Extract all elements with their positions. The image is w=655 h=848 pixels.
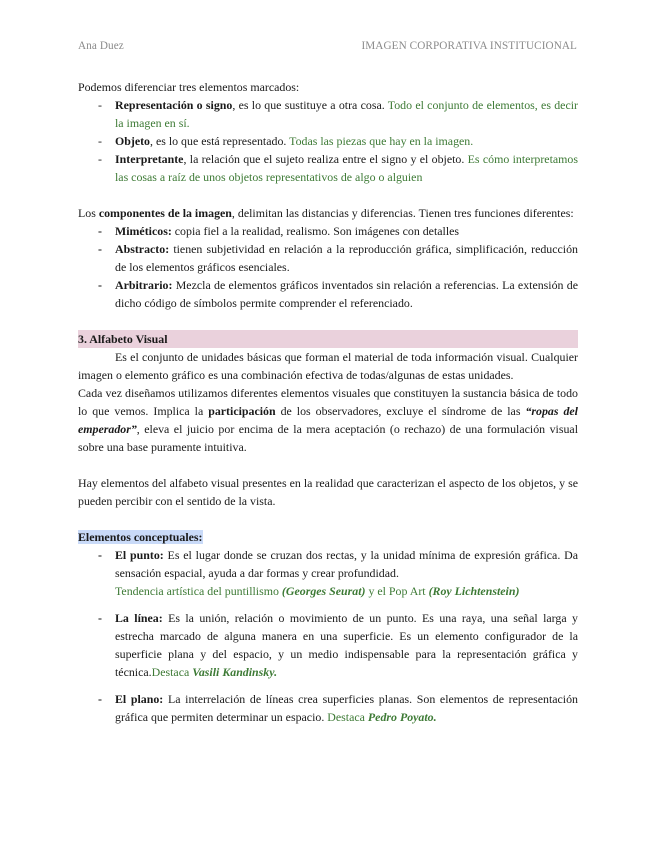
list-item-arbitrario: - Arbitrario: Mezcla de elementos gráficos inventados sin relación a referencias. La extensión de dicho código de símbolos permite comprender el referenciado. <box>98 278 578 310</box>
alfabeto-paragraph-2: Cada vez diseñamos utilizamos diferentes elementos visuales que constituyen la sustancia básica de todo lo que vemos. Implica la participación de los observadores, excluye el síndrome de las “ropas del emperador”, eleva el juicio por encima de la mera aceptación (o rechazo) de una formulación visual sobre una base puramente intuitiva. <box>78 386 578 454</box>
alfabeto-paragraph-3: Hay elementos del alfabeto visual presentes en la realidad que caracterizan el aspecto de los objetos, y se pueden percibir con el sentido de la vista. <box>78 476 578 508</box>
alfabeto-paragraph-1: Es el conjunto de unidades básicas que forman el material de toda información visual. Cualquier imagen o elemento gráfico es una combinación efectiva de todas/algunas de estas unidades. <box>78 350 578 382</box>
list-item-objeto: - Objeto, es lo que está representado. Todas las piezas que hay en la imagen. <box>98 134 474 148</box>
list-item-abstracto: - Abstracto: tienen subjetividad en relación a la reproducción gráfica, simplificación, reducción de los elementos gráficos esenciales. <box>98 242 578 274</box>
list-item-linea: - La línea: Es la unión, relación o movimiento de un punto. Es una raya, una señal larga y estrecha marcado de alguna manera en una superficie. Es un elemento configurador de la superficie plana y del espacio, y un medio indispensable para la representación gráfica y técnica.Destaca Vasili Kandinsky. <box>98 611 578 679</box>
intro-paragraph: Podemos diferenciar tres elementos marcados: <box>78 80 300 94</box>
list-item-punto: - El punto: Es el lugar donde se cruzan dos rectas, y la unidad mínima de expresión gráfica. Da sensación espacial, ayuda a dar formas y crear profundidad. Tendencia artística del puntillismo (Georges Seurat) y el Pop Art (Roy Lichtenstein) <box>98 548 578 598</box>
list-item-plano: - El plano: La interrelación de líneas crea superficies planas. Son elementos de representación gráfica que permiten determinar un espacio. Destaca Pedro Poyato. <box>98 692 578 724</box>
section-heading-alfabeto: 3. Alfabeto Visual <box>78 330 578 348</box>
list-item-representacion: - Representación o signo, es lo que sustituye a otra cosa. Todo el conjunto de elementos, es decir la imagen en sí. <box>98 98 578 130</box>
section-heading-conceptuales: Elementos conceptuales: <box>78 530 203 544</box>
list-item-interpretante: - Interpretante, la relación que el sujeto realiza entre el signo y el objeto. Es cómo interpretamos las cosas a raíz de unos objetos representativos de algo o alguien <box>98 152 578 184</box>
header-author: Ana Duez <box>78 40 124 52</box>
page-header <box>78 40 577 52</box>
page-content <box>78 78 578 726</box>
components-paragraph: Los componentes de la imagen, delimitan las distancias y diferencias. Tienen tres funciones diferentes: <box>78 206 574 220</box>
list-item-mimeticos: - Miméticos: copia fiel a la realidad, realismo. Son imágenes con detalles <box>98 224 460 238</box>
header-title: IMAGEN CORPORATIVA INSTITUCIONAL <box>361 40 577 52</box>
